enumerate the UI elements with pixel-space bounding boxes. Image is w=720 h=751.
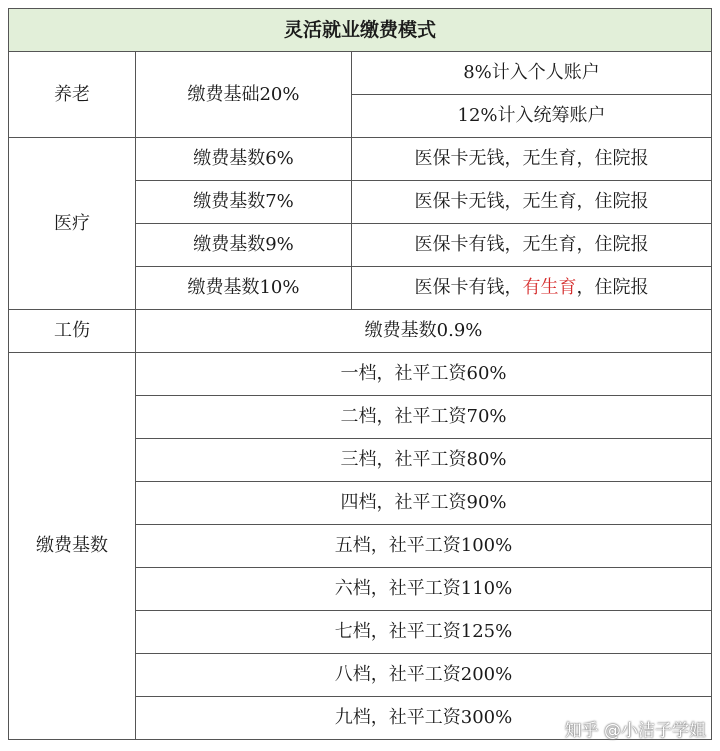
tier-row: 五档，社平工资100% [136,525,712,568]
pension-individual-account: 8%计入个人账户 [352,52,712,95]
pension-base: 缴费基础20% [136,52,352,138]
tier-row: 七档，社平工资125% [136,611,712,654]
medical-label: 医疗 [9,138,136,310]
tier-row: 四档，社平工资90% [136,482,712,525]
medical-description: 医保卡有钱，无生育，住院报 [352,224,712,267]
medical-base: 缴费基数9% [136,224,352,267]
tier-row: 三档，社平工资80% [136,439,712,482]
tier-row: 二档，社平工资70% [136,396,712,439]
tier-row: 一档，社平工资60% [136,353,712,396]
maternity-highlight: 有生育 [522,277,577,299]
base-tiers-label: 缴费基数 [9,353,136,740]
medical-description: 医保卡无钱，无生育，住院报 [352,181,712,224]
table-title: 灵活就业缴费模式 [9,9,712,52]
tier-row: 九档，社平工资300% [136,697,712,740]
tier-row: 六档，社平工资110% [136,568,712,611]
medical-description: 医保卡有钱，有生育，住院报 [352,267,712,310]
tier-row: 八档，社平工资200% [136,654,712,697]
watermark: 知乎 @小洁子学姐 [564,721,706,741]
medical-base: 缴费基数6% [136,138,352,181]
injury-label: 工伤 [9,310,136,353]
injury-value: 缴费基数0.9% [136,310,712,353]
pension-label: 养老 [9,52,136,138]
medical-base: 缴费基数7% [136,181,352,224]
payment-mode-table [8,8,712,740]
medical-description: 医保卡无钱，无生育，住院报 [352,138,712,181]
pension-pooled-account: 12%计入统筹账户 [352,95,712,138]
medical-base: 缴费基数10% [136,267,352,310]
